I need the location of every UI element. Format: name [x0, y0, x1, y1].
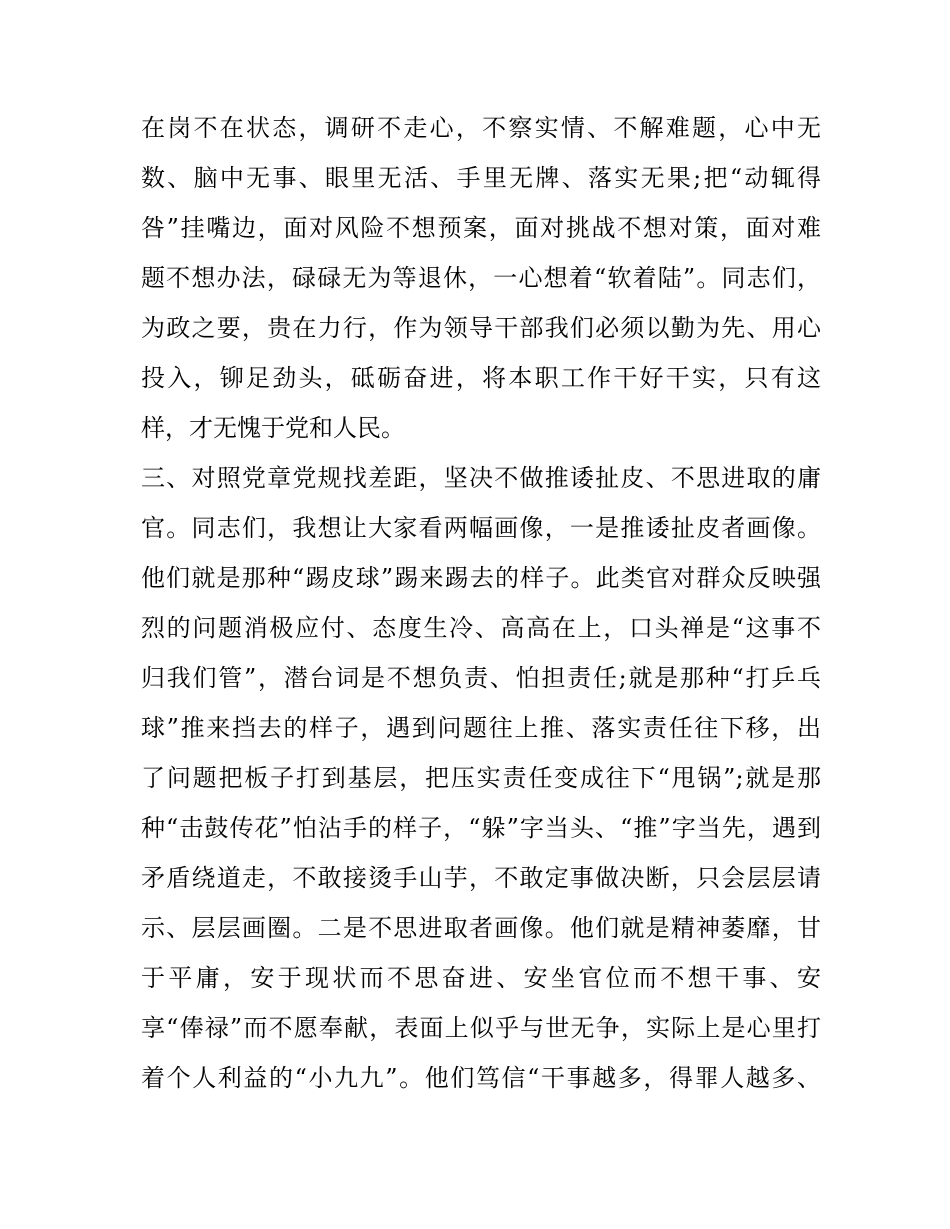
text-line-1: 在岗不在状态，调研不走心，不察实情、不解难题，心中无: [141, 114, 821, 142]
text-line-20: 着个人利益的“小九九”。他们笃信“干事越多，得罪人越多、: [141, 1064, 821, 1092]
text-line-10: 他们就是那种“踢皮球”踢来踢去的样子。此类官对群众反映强: [141, 564, 821, 592]
text-line-12: 归我们管”，潜台词是不想负责、怕担责任;就是那种“打乒乓: [141, 664, 821, 692]
text-line-11: 烈的问题消极应付、态度生冷、高高在上，口头禅是“这事不: [141, 614, 821, 642]
text-line-13: 球”推来挡去的样子，遇到问题往上推、落实责任往下移，出: [141, 714, 821, 742]
body-text: [141, 109, 821, 1109]
text-line-4: 题不想办法，碌碌无为等退休，一心想着“软着陆”。同志们，: [141, 264, 821, 292]
text-line-17: 示、层层画圈。二是不思进取者画像。他们就是精神萎靡，甘: [141, 914, 821, 942]
text-line-6: 投入，铆足劲头，砥砺奋进，将本职工作干好干实，只有这: [141, 364, 821, 392]
text-line-18: 于平庸，安于现状而不思奋进、安坐官位而不想干事、安: [141, 964, 821, 992]
text-line-2: 数、脑中无事、眼里无活、手里无牌、落实无果;把“动辄得: [141, 164, 821, 192]
text-line-19: 享“俸禄”而不愿奉献，表面上似乎与世无争，实际上是心里打: [141, 1014, 821, 1042]
text-line-5: 为政之要，贵在力行，作为领导干部我们必须以勤为先、用心: [141, 314, 821, 342]
text-line-7: 样，才无愧于党和人民。: [141, 414, 405, 442]
text-line-15: 种“击鼓传花”怕沾手的样子，“躲”字当头、“推”字当先，遇到: [141, 814, 821, 842]
text-line-16: 矛盾绕道走，不敢接烫手山芋，不敢定事做决断，只会层层请: [141, 864, 821, 892]
text-line-8: 三、对照党章党规找差距，坚决不做推诿扯皮、不思进取的庸: [141, 464, 821, 492]
text-line-14: 了问题把板子打到基层，把压实责任变成往下“甩锅”;就是那: [141, 764, 821, 792]
text-line-3: 咎”挂嘴边，面对风险不想预案，面对挑战不想对策，面对难: [141, 214, 821, 242]
text-line-9: 官。同志们，我想让大家看两幅画像，一是推诿扯皮者画像。: [141, 514, 821, 542]
